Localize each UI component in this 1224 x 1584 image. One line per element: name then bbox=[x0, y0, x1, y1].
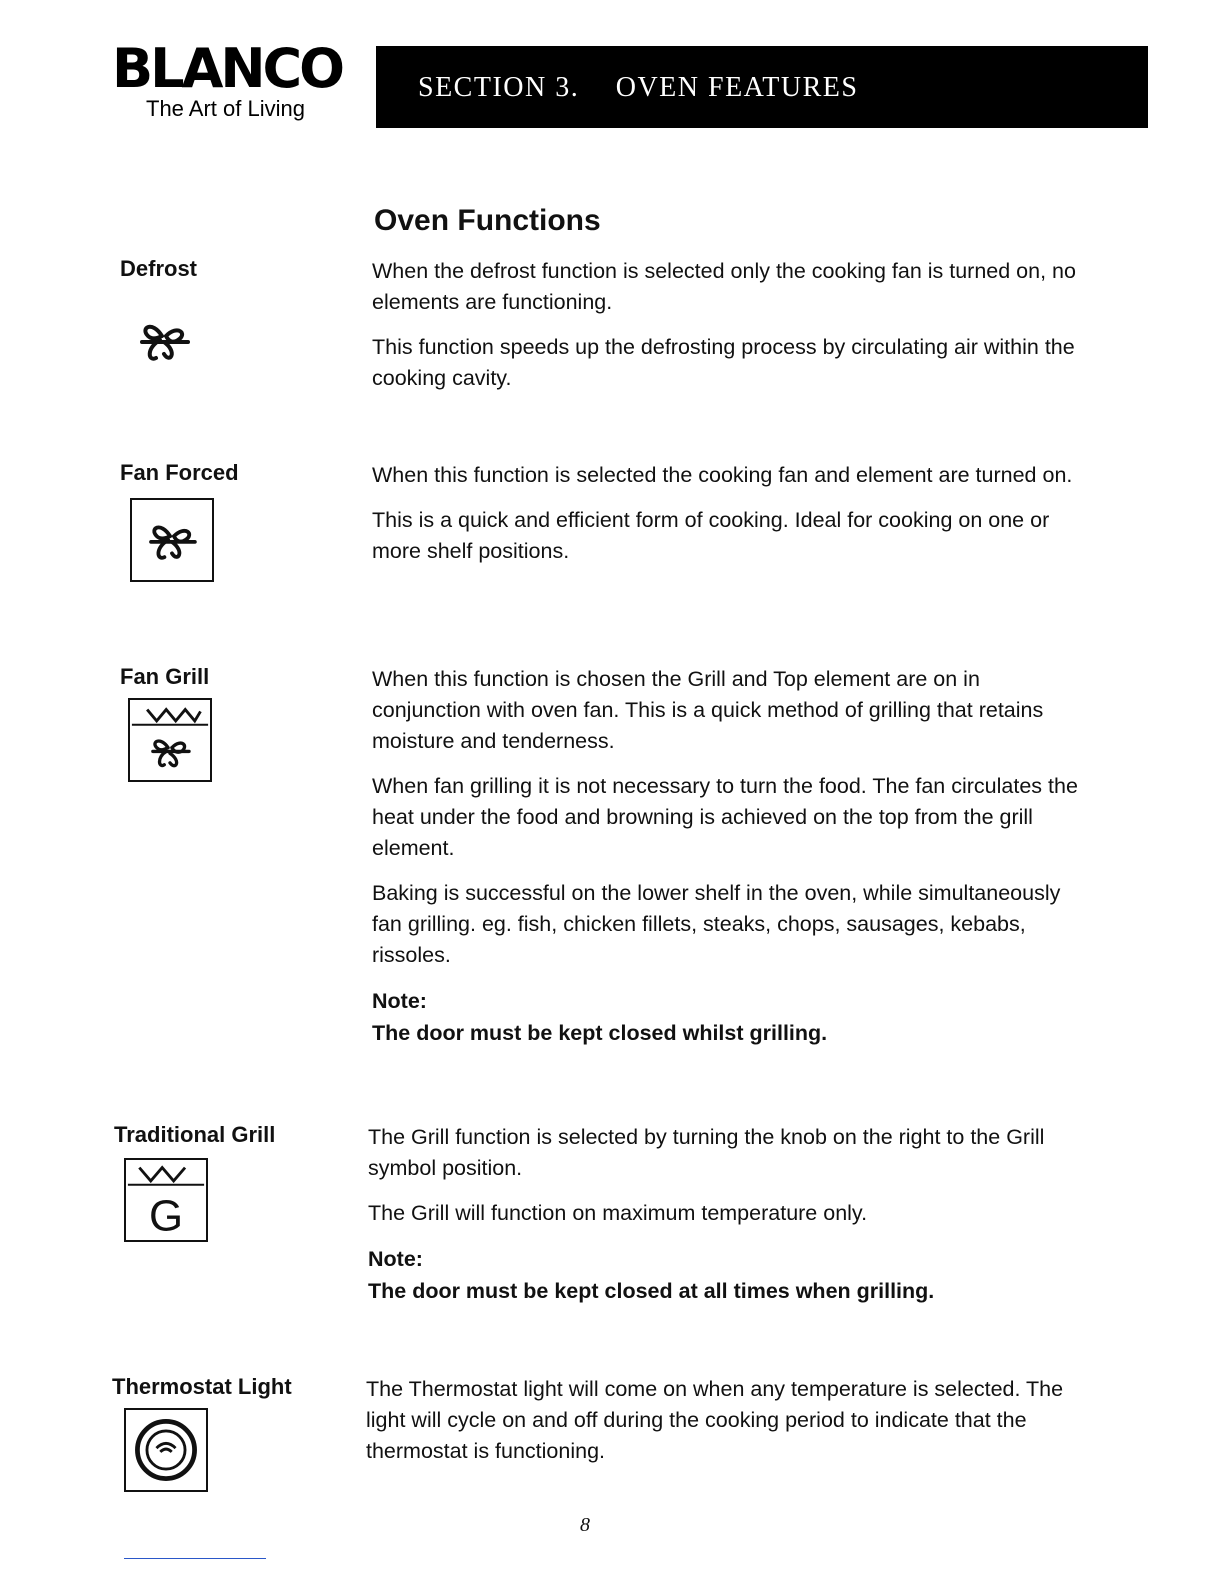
function-label: Fan Grill bbox=[120, 664, 210, 689]
note-text: The door must be kept closed whilst grilling. bbox=[372, 1021, 828, 1045]
paragraph: When fan grilling it is not necessary to turn the food. The fan circulates the heat under the food and browning is achieved on the top from the grill element. bbox=[372, 774, 1078, 860]
function-description bbox=[372, 664, 1092, 1049]
thermostat-light-icon bbox=[124, 1408, 208, 1492]
function-description bbox=[366, 1374, 1086, 1481]
function-description bbox=[372, 256, 1092, 408]
paragraph: This function speeds up the defrosting process by circulating air within the cooking cavity. bbox=[372, 335, 1075, 390]
brand-tagline: The Art of Living bbox=[146, 96, 305, 121]
paragraph: The Grill function is selected by turning the knob on the right to the Grill symbol position. bbox=[368, 1125, 1045, 1180]
paragraph: The Grill will function on maximum temperature only. bbox=[368, 1201, 868, 1225]
grill-letter: G bbox=[148, 1191, 184, 1240]
function-label: Traditional Grill bbox=[114, 1122, 276, 1147]
section-header-bar bbox=[376, 46, 1148, 128]
section-title: OVEN FEATURES bbox=[615, 72, 859, 103]
fan-grill-icon bbox=[128, 698, 212, 782]
note-text: The door must be kept closed at all times when grilling. bbox=[368, 1279, 935, 1303]
fan-forced-icon bbox=[130, 498, 214, 582]
traditional-grill-icon bbox=[124, 1158, 208, 1242]
paragraph: When the defrost function is selected only the cooking fan is turned on, no elements are functioning. bbox=[372, 259, 1076, 314]
paragraph: This is a quick and efficient form of cooking. Ideal for cooking on one or more shelf positions. bbox=[372, 508, 1050, 563]
brand-name: BLANCO bbox=[112, 37, 343, 100]
function-description bbox=[368, 1122, 1088, 1307]
fan-icon bbox=[122, 302, 206, 386]
function-label: Thermostat Light bbox=[112, 1374, 292, 1399]
note-label: Note: bbox=[372, 989, 427, 1013]
section-number: SECTION 3. bbox=[418, 72, 580, 103]
paragraph: The Thermostat light will come on when any temperature is selected. The light will cycle on and off during the cooking period to indicate that the thermostat is functioning. bbox=[366, 1377, 1064, 1463]
function-description bbox=[372, 460, 1092, 581]
footer-rule bbox=[124, 1558, 266, 1559]
function-label: Fan Forced bbox=[120, 460, 239, 485]
paragraph: When this function is chosen the Grill and Top element are on in conjunction with oven fan. This is a quick method of grilling that retains moisture and tenderness. bbox=[372, 667, 1044, 753]
function-label: Defrost bbox=[120, 256, 198, 281]
paragraph: Baking is successful on the lower shelf in the oven, while simultaneously fan grilling. eg. fish, chicken fillets, steaks, chops, sausages, kebabs, rissoles. bbox=[372, 881, 1061, 967]
paragraph: When this function is selected the cooking fan and element are turned on. bbox=[372, 463, 1073, 487]
page-number: 8 bbox=[580, 1514, 590, 1536]
brand-logo bbox=[112, 37, 362, 122]
note-label: Note: bbox=[368, 1247, 423, 1271]
page-heading: Oven Functions bbox=[374, 204, 601, 237]
